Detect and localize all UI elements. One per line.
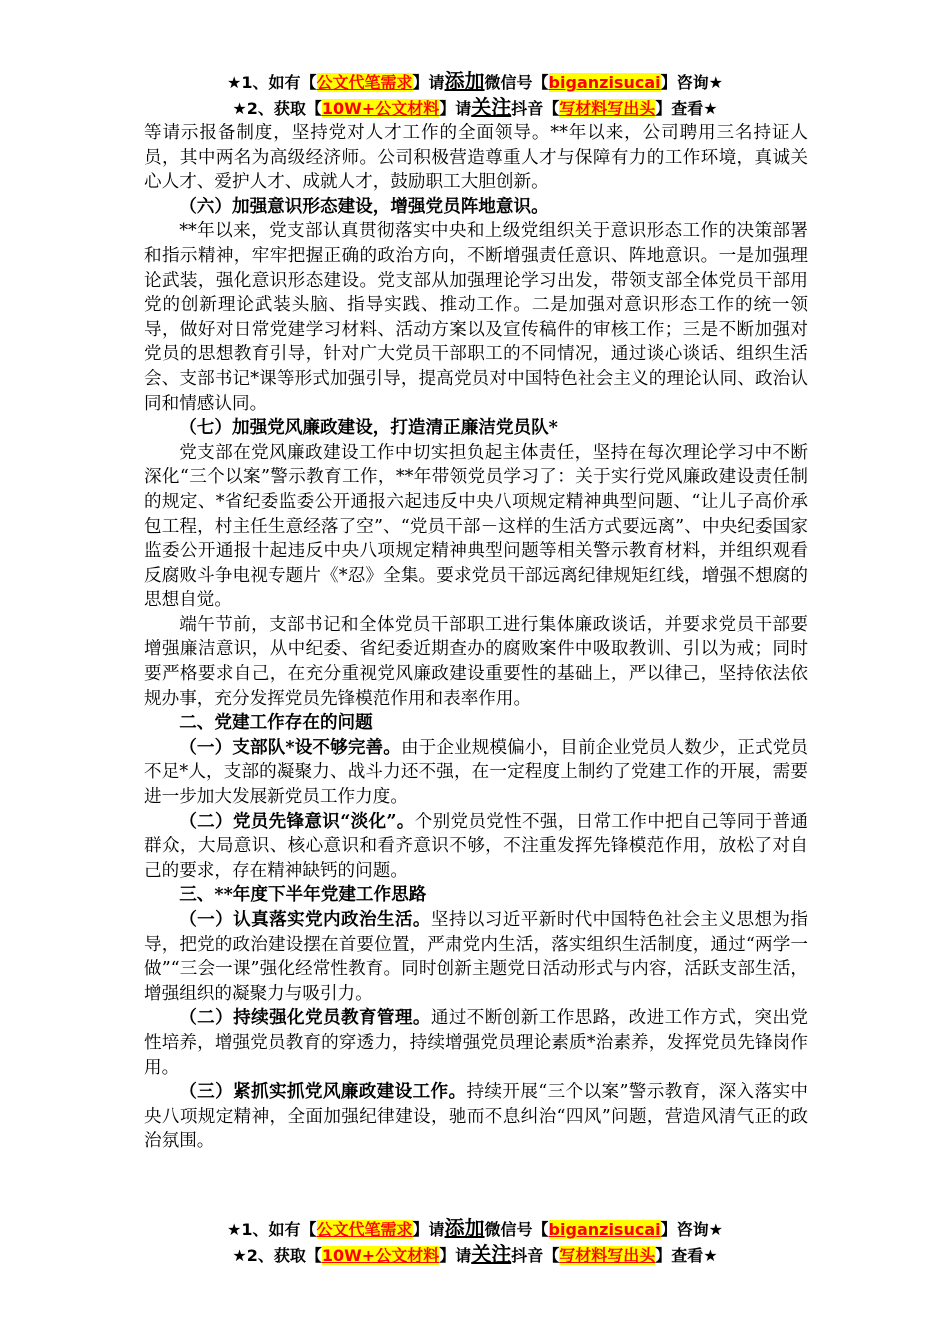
highlight-douyin: 写材料写出头 [559,1246,656,1265]
section-heading-3: 三、**年度下半年党建工作思路 [179,884,427,906]
highlight-douyin: 写材料写出头 [559,99,656,118]
highlight-wechat-id: biganzisucai [548,73,661,92]
footer-line-2: ★2、获取【10W+公文材料】请关注抖音【写材料写出头】查看★ [232,1242,718,1266]
paragraph: （一）认真落实党内政治生活。坚持以习近平新时代中国特色社会主义思想为指导，把党的政治建设摆在首要位置，严肃党内生活，落实组织生活制度，通过“两学一做”“三会一课”强化经常性教育。同时创新主题党日活动形式与内容，活跃支部生活，增强组织的凝聚力与吸引力。 [144,909,808,1004]
section-heading-2: 二、党建工作存在的问题 [179,712,373,734]
paragraph: **年以来，党支部认真贯彻落实中央和上级党组织关于意识形态工作的决策部署和指示精神，牢牢把握正确的政治方向，不断增强责任意识、阵地意识。一是加强理论武装，强化意识形态建设。党支部从加强理论学习出发，带领支部全体党员干部用党的创新理论武装头脑、指导实践、推动工作。二是加强对意识形态工作的统一领导，做好对日常党建学习材料、活动方案以及宣传稿件的审核工作；三是不断加强对党员的思想教育引导，针对广大党员干部职工的不同情况，通过谈心谈话、组织生活会、支部书记*课等形式加强引导，提高党员对中国特色社会主义的理论认同、政治认同和情感认同。 [144,221,808,414]
footer-banner [0,1216,950,1268]
paragraph: （二）党员先锋意识“淡化”。个别党员党性不强，日常工作中把自己等同于普通群众，大局意识、核心意识和看齐意识不够，不注重发挥先锋模范作用，放松了对自己的要求，存在精神缺钙的问题。 [144,810,808,881]
paragraph: 端午节前，支部书记和全体党员干部职工进行集体廉政谈话，并要求党员干部要增强廉洁意识，从中纪委、省纪委近期查办的腐败案件中吸取教训、引以为戒；同时要严格要求自己，在充分重视党风廉政建设重要性的基础上，严以律己，坚持依法依规办事，充分发挥党员先锋模范作用和表率作用。 [144,614,808,709]
paragraph: 等请示报备制度，坚持党对人才工作的全面领导。**年以来，公司聘用三名持证人员，其中两名为高级经济师。公司积极营造尊重人才与保障有力的工作环境，真诚关心人才、爱护人才、成就人才，鼓励职工大胆创新。 [144,123,808,193]
highlight-materials: 10W+公文材料 [321,1246,440,1265]
paragraph: （二）持续强化党员教育管理。通过不断创新工作思路，改进工作方式，突出党性培养，增强党员教育的穿透力，持续增强党员理论素质*治素养，发挥党员先锋岗作用。 [144,1007,808,1078]
highlight-service: 公文代笔需求 [316,1220,413,1239]
header-line-1: ★1、如有【公文代笔需求】请添加微信号【biganzisucai】咨询★ [227,69,723,93]
section-heading-6: （六）加强意识形态建设，增强党员阵地意识。 [179,195,549,217]
highlight-materials: 10W+公文材料 [321,99,440,118]
section-heading-7: （七）加强党风廉政建设，打造清正廉洁党员队* [179,417,558,439]
paragraph: （三）紧抓实抓党风廉政建设工作。持续开展“三个以案”警示教育，深入落实中央八项规定精神，全面加强纪律建设，驰而不息纠治“四风”问题，营造风清气正的政治氛围。 [144,1081,808,1152]
footer-line-1: ★1、如有【公文代笔需求】请添加微信号【biganzisucai】咨询★ [227,1216,723,1240]
paragraph: （一）支部队*设不够完善。由于企业规模偏小，目前企业党员人数少，正式党员不足*人，支部的凝聚力、战斗力还不强，在一定程度上制约了党建工作的开展，需要进一步加大发展新党员工作力度。 [144,736,808,808]
header-banner [0,69,950,121]
header-line-2: ★2、获取【10W+公文材料】请关注抖音【写材料写出头】查看★ [232,95,718,119]
highlight-service: 公文代笔需求 [316,73,413,92]
highlight-wechat-id: biganzisucai [548,1220,661,1239]
document-body [144,121,808,1154]
paragraph: 党支部在党风廉政建设工作中切实担负起主体责任，坚持在每次理论学习中不断深化“三个以案”警示教育工作，**年带领党员学习了：关于实行党风廉政建设责任制的规定、*省纪委监委公开通报六起违反中央八项规定精神典型问题、“让儿子高价承包工程，村主任生意经落了空”、“党员干部－这样的生活方式要远离”、中央纪委国家监委公开通报十起违反中央八项规定精神典型问题等相关警示教育材料，并组织观看反腐败斗争电视专题片《*忍》全集。要求党员干部远离纪律规矩红线，增强不想腐的思想自觉。 [144,442,808,611]
